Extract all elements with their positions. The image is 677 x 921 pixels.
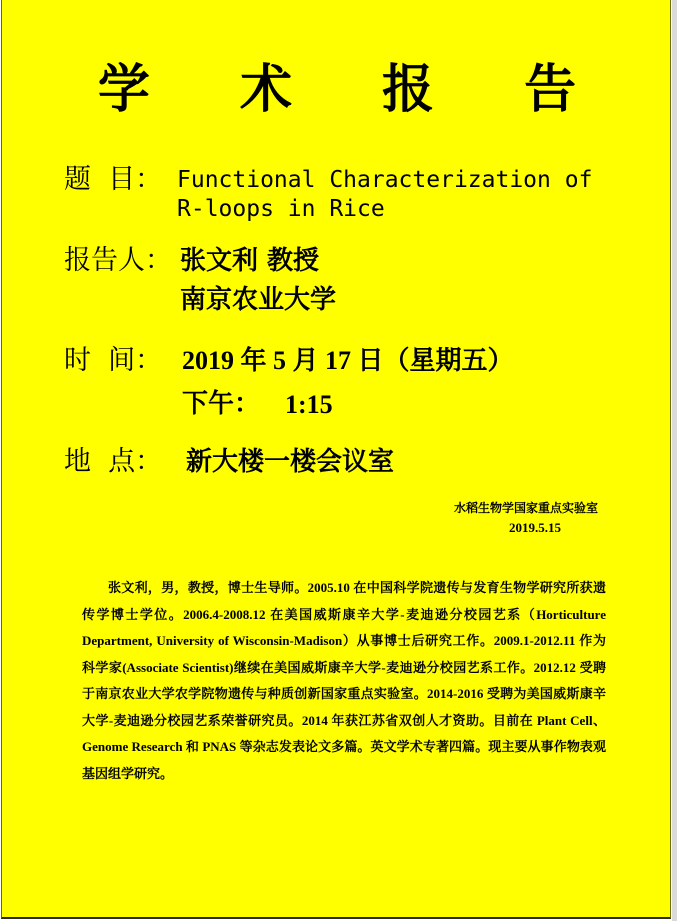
topic-line-2: R-loops in Rice [177, 196, 385, 222]
speaker-name: 张文利 教授 [180, 246, 320, 276]
time-label: 时 间： [64, 345, 163, 376]
time-date: 2019 年 5 月 17 日（星期五） [182, 346, 514, 375]
speaker-bio: 张文利，男，教授，博士生导师。2005.10 在中国科学院遗传与发育生物学研究所获遗传学博士学位。2006.4-2008.12 在美国威斯康辛大学-麦迪逊分校园艺系（Horticulture Department, University of Wisconsin-Madison）从事博士后研究工作。2009.1-2012.11 作为科学家(Associate Scientist)继续在美国威斯康辛大学-麦迪逊分校园艺系工作。2012.12 受聘于南京农业大学农学院物遗传与种质创新国家重点实验室。2014-2016 受聘为美国威斯康辛大学-麦迪逊分校园艺系荣誉研究员。2014 年获江苏省双创人才资助。目前在 Plant Cell、Genome Research 和 PNAS 等杂志发表论文多篇。英文学术专著四篇。现主要从事作物表观基因组学研究。 [82, 580, 606, 781]
poster-title: 学 术 报 告 [97, 60, 613, 120]
poster-page [1, 0, 671, 919]
location-value: 新大楼一楼会议室 [186, 447, 395, 477]
topic-label: 题 目： [64, 164, 163, 195]
topic-line-1: Functional Characterization of [177, 167, 593, 193]
issue-date: 2019.5.15 [509, 520, 561, 535]
time-clock: 1:15 [285, 390, 333, 419]
speaker-affiliation: 南京农业大学 [180, 285, 337, 315]
time-clock-label: 下午： [182, 389, 261, 419]
speaker-label: 报告人： [64, 245, 172, 276]
organizer: 水稻生物学国家重点实验室 [453, 501, 598, 515]
location-label: 地 点： [64, 446, 163, 477]
window-edge [672, 0, 677, 921]
